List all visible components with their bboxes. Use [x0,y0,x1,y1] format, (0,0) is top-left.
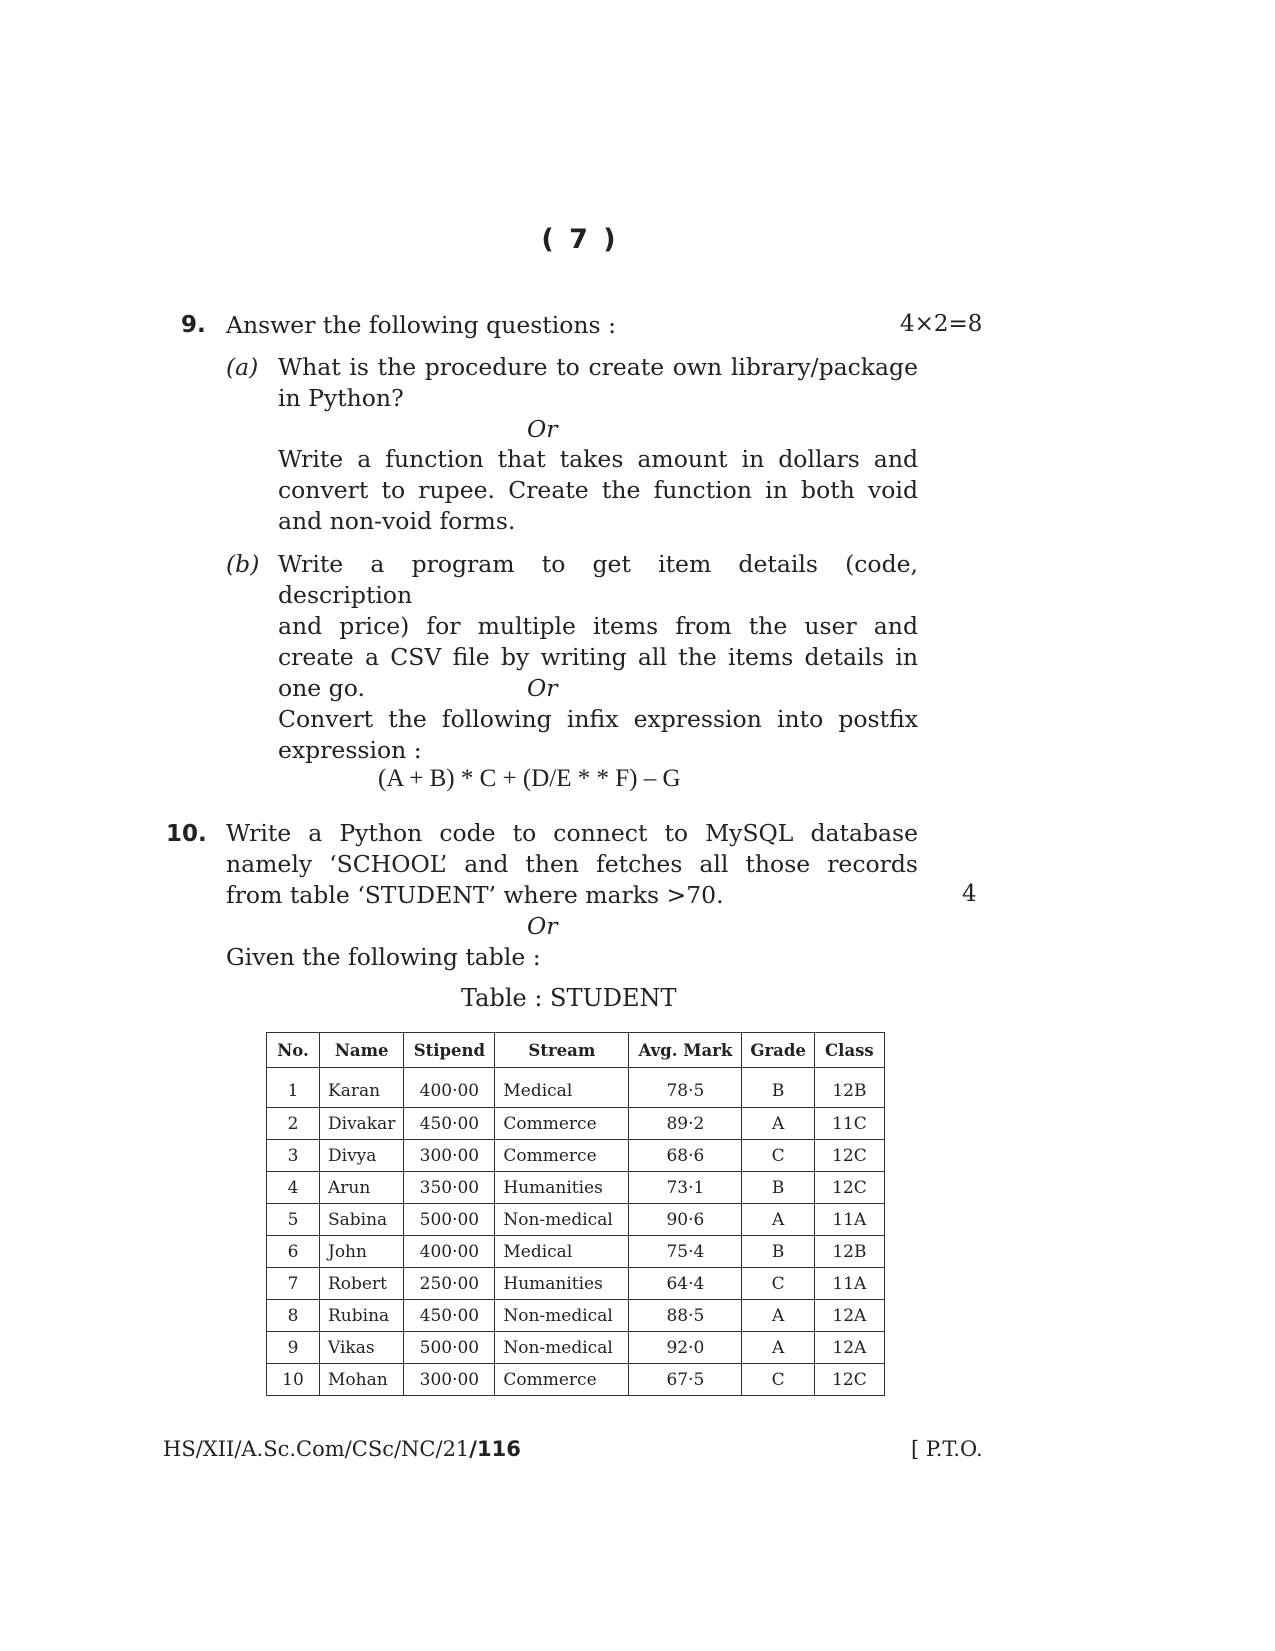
cell-no: 1 [267,1068,320,1108]
cell-stipend: 300·00 [404,1364,495,1396]
cell-stipend: 500·00 [404,1332,495,1364]
paper-code [163,1437,521,1461]
question-10-number: 10. [166,821,207,847]
cell-stream: Humanities [495,1268,629,1300]
cell-name: Karan [320,1068,404,1108]
cell-stipend: 500·00 [404,1204,495,1236]
cell-no: 6 [267,1236,320,1268]
cell-avg-mark: 89·2 [629,1108,742,1140]
column-header-name: Name [320,1033,404,1068]
question-9-prompt: Answer the following questions : [226,311,616,339]
cell-avg-mark: 78·5 [629,1068,742,1108]
table-row [267,1172,885,1204]
cell-stream: Commerce [495,1364,629,1396]
question-9b-alt-line: expression : [278,736,422,764]
cell-name: John [320,1236,404,1268]
cell-name: Sabina [320,1204,404,1236]
cell-grade: A [742,1332,815,1364]
cell-stream: Non-medical [495,1332,629,1364]
cell-name: Arun [320,1172,404,1204]
cell-stream: Commerce [495,1140,629,1172]
question-9a-line: What is the procedure to create own library/package [278,353,918,381]
question-9b-line: and price) for multiple items from the user and [278,612,918,640]
cell-stream: Non-medical [495,1300,629,1332]
cell-name: Divakar [320,1108,404,1140]
question-9b-alt-line: Convert the following infix expression into postfix [278,705,918,733]
question-9a-alt-text [278,444,918,537]
cell-stream: Non-medical [495,1204,629,1236]
cell-stream: Humanities [495,1172,629,1204]
cell-stipend: 400·00 [404,1236,495,1268]
cell-no: 9 [267,1332,320,1364]
cell-grade: C [742,1140,815,1172]
question-9-marks: 4×2=8 [900,311,983,337]
table-row [267,1108,885,1140]
cell-name: Rubina [320,1300,404,1332]
cell-stipend: 300·00 [404,1140,495,1172]
cell-grade: A [742,1204,815,1236]
column-header-stream: Stream [495,1033,629,1068]
column-header-no: No. [267,1033,320,1068]
cell-grade: B [742,1172,815,1204]
cell-class: 12A [814,1332,884,1364]
cell-class: 12B [814,1236,884,1268]
column-header-class: Class [814,1033,884,1068]
cell-name: Vikas [320,1332,404,1364]
question-9b-line: Write a program to get item details (code, description [278,550,918,609]
paper-code-suffix: /116 [469,1437,521,1461]
cell-avg-mark: 75·4 [629,1236,742,1268]
cell-class: 12C [814,1364,884,1396]
question-10-marks: 4 [962,881,977,907]
infix-expression: (A + B) * C + (D/E * * F) – G [378,765,681,792]
cell-avg-mark: 64·4 [629,1268,742,1300]
cell-stipend: 350·00 [404,1172,495,1204]
question-9b-text [278,549,918,704]
cell-avg-mark: 88·5 [629,1300,742,1332]
question-9b-label: (b) [226,550,260,578]
question-10-alt-intro: Given the following table : [226,943,541,971]
question-9a-label: (a) [226,353,259,381]
question-9b-alt-text [278,704,918,766]
cell-class: 12C [814,1140,884,1172]
cell-class: 12A [814,1300,884,1332]
cell-grade: B [742,1236,815,1268]
table-row [267,1268,885,1300]
question-9a-alt-line: convert to rupee. Create the function in both void [278,476,918,504]
question-9a-alt-line: and non-void forms. [278,507,516,535]
please-turn-over: [ P.T.O. [911,1437,983,1461]
column-header-grade: Grade [742,1033,815,1068]
cell-grade: A [742,1108,815,1140]
cell-no: 3 [267,1140,320,1172]
cell-stipend: 450·00 [404,1108,495,1140]
cell-name: Divya [320,1140,404,1172]
cell-stream: Commerce [495,1108,629,1140]
table-row [267,1236,885,1268]
cell-grade: C [742,1268,815,1300]
question-9b-or: Or [527,674,558,702]
question-9a-or: Or [527,415,558,443]
question-10-line: Write a Python code to connect to MySQL database [226,819,918,847]
cell-class: 11A [814,1268,884,1300]
question-9b-line: one go. [278,674,365,702]
cell-no: 7 [267,1268,320,1300]
paper-code-prefix: HS/XII/A.Sc.Com/CSc/NC/21 [163,1437,470,1461]
cell-no: 10 [267,1364,320,1396]
cell-avg-mark: 67·5 [629,1364,742,1396]
cell-class: 11C [814,1108,884,1140]
question-10-or: Or [527,912,558,940]
cell-avg-mark: 92·0 [629,1332,742,1364]
column-header-avg-mark: Avg. Mark [629,1033,742,1068]
table-row [267,1140,885,1172]
cell-stream: Medical [495,1068,629,1108]
cell-avg-mark: 90·6 [629,1204,742,1236]
cell-no: 8 [267,1300,320,1332]
question-9a-alt-line: Write a function that takes amount in dollars and [278,445,918,473]
question-9a-text [278,352,918,414]
cell-grade: B [742,1068,815,1108]
table-row [267,1300,885,1332]
table-header-row [267,1033,885,1068]
question-9-number: 9. [181,312,206,338]
cell-no: 5 [267,1204,320,1236]
cell-no: 2 [267,1108,320,1140]
cell-class: 12C [814,1172,884,1204]
column-header-stipend: Stipend [404,1033,495,1068]
cell-stream: Medical [495,1236,629,1268]
question-10-text [226,818,918,911]
cell-grade: C [742,1364,815,1396]
table-row [267,1204,885,1236]
cell-stipend: 400·00 [404,1068,495,1108]
question-9a-line: in Python? [278,384,404,412]
cell-stipend: 250·00 [404,1268,495,1300]
cell-avg-mark: 73·1 [629,1172,742,1204]
table-row [267,1364,885,1396]
cell-class: 11A [814,1204,884,1236]
table-row [267,1068,885,1108]
student-table [266,1032,885,1396]
table-caption: Table : STUDENT [461,984,677,1012]
cell-class: 12B [814,1068,884,1108]
question-10-line: from table ‘STUDENT’ where marks >70. [226,881,724,909]
cell-stipend: 450·00 [404,1300,495,1332]
question-10-line: namely ‘SCHOOL’ and then fetches all those records [226,850,918,878]
question-9b-line: create a CSV file by writing all the items details in [278,643,918,671]
cell-no: 4 [267,1172,320,1204]
cell-avg-mark: 68·6 [629,1140,742,1172]
cell-name: Mohan [320,1364,404,1396]
cell-name: Robert [320,1268,404,1300]
table-row [267,1332,885,1364]
page-number: ( 7 ) [541,224,619,255]
cell-grade: A [742,1300,815,1332]
